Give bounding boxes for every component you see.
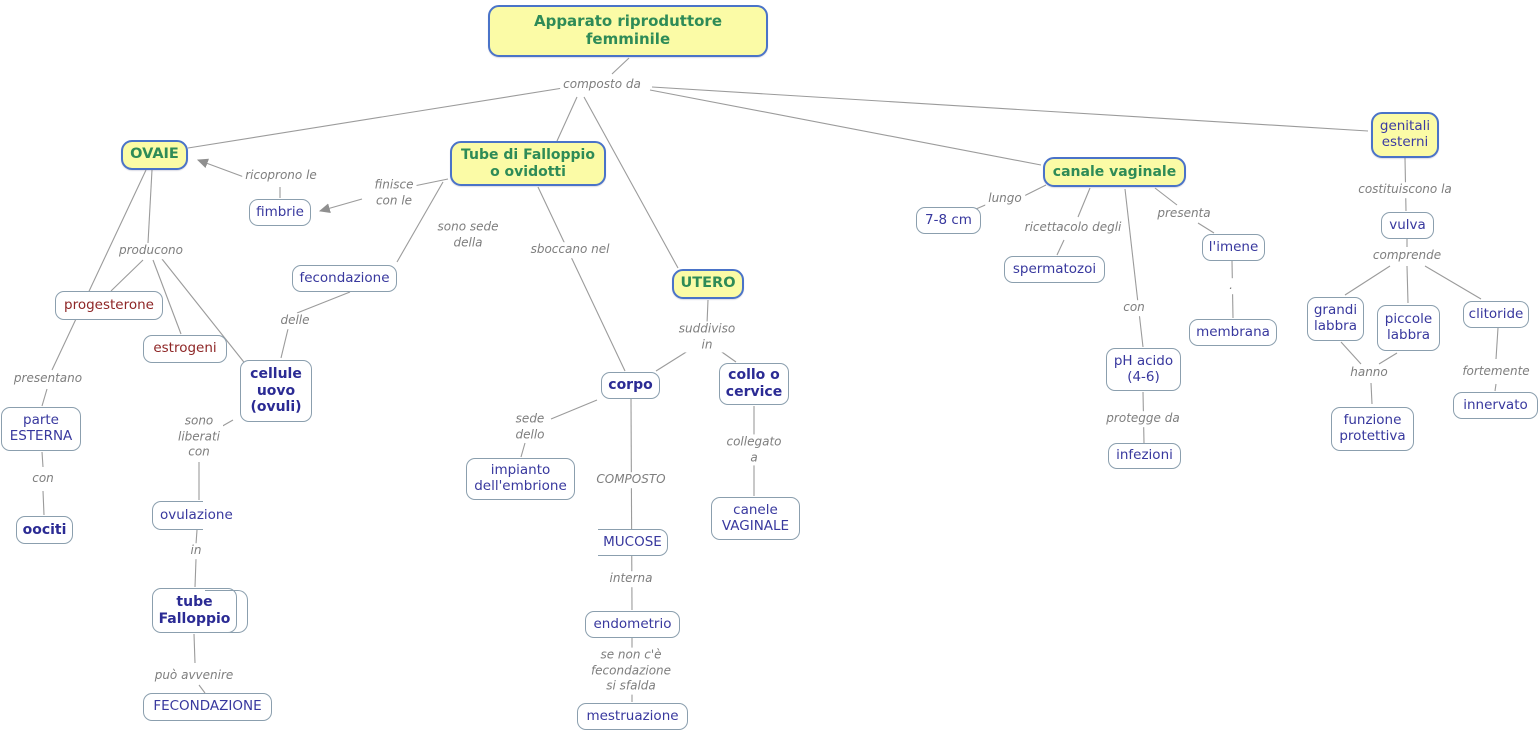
- connector-line: [1495, 384, 1496, 391]
- node-tube-falloppio[interactable]: tube Falloppio: [152, 588, 237, 633]
- node-impianto-embrione[interactable]: impianto dell'embrione: [466, 458, 575, 500]
- link-label-protegge-da[interactable]: protegge da: [1103, 411, 1182, 427]
- connector-line: [1057, 240, 1064, 255]
- node-ovaie[interactable]: OVAIE: [121, 140, 188, 170]
- connector-line: [1345, 266, 1390, 295]
- link-label-finisce-con-le[interactable]: finisce con le: [372, 177, 417, 208]
- link-label-interna[interactable]: interna: [607, 571, 656, 587]
- link-label-comprende[interactable]: comprende: [1370, 248, 1444, 264]
- connector-line: [612, 58, 629, 74]
- link-label-presentano[interactable]: presentano: [11, 371, 85, 387]
- link-label-con-oociti[interactable]: con: [29, 471, 57, 487]
- connector-line: [188, 88, 563, 148]
- connector-line: [320, 199, 362, 211]
- connector-line: [195, 559, 196, 587]
- connector-line: [650, 90, 1041, 165]
- node-piccole-labbra[interactable]: piccole labbra: [1377, 305, 1440, 351]
- link-label-lungo[interactable]: lungo: [985, 191, 1025, 207]
- connector-line: [199, 685, 205, 693]
- node-genitali-esterni[interactable]: genitali esterni: [1371, 112, 1439, 158]
- link-label-suddiviso-in[interactable]: suddiviso in: [676, 321, 738, 352]
- node-collo-o-cervice[interactable]: collo o cervice: [719, 363, 789, 405]
- connector-line: [111, 260, 143, 291]
- node-canele-vaginale[interactable]: canele VAGINALE: [711, 497, 800, 540]
- link-label-producono[interactable]: producono: [116, 243, 186, 259]
- node-imene[interactable]: l'imene: [1202, 234, 1265, 261]
- connector-line: [551, 400, 597, 419]
- connector-line: [1379, 353, 1397, 364]
- connector-line: [1425, 266, 1481, 299]
- node-fecondazione-finale[interactable]: FECONDAZIONE: [143, 693, 272, 721]
- connector-line: [538, 187, 625, 371]
- link-label-hanno[interactable]: hanno: [1347, 365, 1391, 381]
- node-funzione-protettiva[interactable]: funzione protettiva: [1331, 407, 1414, 451]
- link-label-composto-caps[interactable]: COMPOSTO: [593, 472, 668, 488]
- connector-line: [652, 87, 1368, 131]
- node-innervato[interactable]: innervato: [1453, 392, 1538, 419]
- node-endometrio[interactable]: endometrio: [585, 611, 680, 638]
- connector-line: [1496, 328, 1498, 359]
- connector-line: [148, 170, 152, 243]
- link-label-presenta[interactable]: presenta: [1154, 206, 1213, 222]
- connector-line: [42, 389, 47, 406]
- link-label-se-non-fecondazione[interactable]: se non c'è fecondazione si sfalda: [588, 648, 674, 695]
- node-parte-esterna[interactable]: parte ESTERNA: [1, 407, 81, 451]
- connector-line: [194, 634, 195, 663]
- link-label-collegato-a[interactable]: collegato a: [723, 434, 784, 465]
- link-label-con-ph[interactable]: con: [1120, 300, 1148, 316]
- link-label-in-tube[interactable]: in: [188, 543, 205, 559]
- connector-line: [1341, 342, 1361, 364]
- connector-line: [196, 530, 197, 544]
- link-label-delle[interactable]: delle: [277, 313, 312, 329]
- node-vulva[interactable]: vulva: [1381, 212, 1434, 239]
- node-canale-vaginale[interactable]: canale vaginale: [1043, 157, 1186, 187]
- link-label-sono-sede-della[interactable]: sono sede della: [435, 219, 502, 250]
- link-label-punto[interactable]: .: [1226, 278, 1236, 294]
- link-label-sede-dello[interactable]: sede dello: [512, 411, 547, 442]
- connector-line: [43, 491, 44, 515]
- link-label-sono-liberati-con[interactable]: sono liberati con: [175, 414, 223, 461]
- connector-line: [557, 97, 577, 141]
- node-mestruazione[interactable]: mestruazione: [577, 703, 688, 730]
- node-infezioni[interactable]: infezioni: [1108, 443, 1181, 469]
- node-grandi-labbra[interactable]: grandi labbra: [1307, 297, 1364, 341]
- box-overlap-artifact: [205, 590, 248, 633]
- node-fimbrie[interactable]: fimbrie: [249, 199, 311, 226]
- connector-line: [42, 452, 43, 467]
- node-estrogeni[interactable]: estrogeni: [143, 335, 227, 363]
- link-label-ricettacolo-degli[interactable]: ricettacolo degli: [1022, 220, 1125, 236]
- link-label-ricoprono-le[interactable]: ricoprono le: [242, 168, 320, 184]
- node-ovulazione[interactable]: ovulazione: [152, 501, 203, 530]
- connector-line: [707, 300, 708, 324]
- node-fecondazione[interactable]: fecondazione: [292, 265, 397, 292]
- node-tube-falloppio-ovidotti[interactable]: Tube di Falloppio o ovidotti: [450, 141, 606, 186]
- link-label-puo-avvenire[interactable]: può avvenire: [152, 668, 237, 684]
- link-label-sboccano-nel[interactable]: sboccano nel: [528, 242, 613, 258]
- link-label-fortemente[interactable]: fortemente: [1459, 364, 1532, 380]
- node-corpo[interactable]: corpo: [601, 372, 660, 399]
- node-clitoride[interactable]: clitoride: [1463, 301, 1529, 328]
- link-label-composto-da[interactable]: composto da: [560, 77, 644, 93]
- node-title[interactable]: Apparato riproduttore femminile: [488, 5, 768, 57]
- connector-line: [1371, 383, 1372, 404]
- connector-line: [1078, 188, 1090, 217]
- connector-line: [1125, 189, 1143, 347]
- connector-line: [281, 329, 288, 358]
- connector-line: [1155, 188, 1177, 205]
- connector-line: [521, 443, 525, 457]
- connector-line: [1407, 266, 1408, 303]
- link-label-costituiscono-la[interactable]: costituiscono la: [1355, 182, 1455, 198]
- connector-line: [1024, 185, 1046, 196]
- node-ph-acido[interactable]: pH acido (4-6): [1106, 348, 1181, 391]
- node-lunghezza[interactable]: 7-8 cm: [916, 207, 981, 234]
- node-utero[interactable]: UTERO: [672, 269, 744, 299]
- connector-line: [297, 292, 350, 313]
- node-progesterone[interactable]: progesterone: [55, 291, 163, 320]
- node-spermatozoi[interactable]: spermatozoi: [1004, 256, 1105, 283]
- connector-line: [1198, 223, 1214, 233]
- node-membrana[interactable]: membrana: [1189, 319, 1277, 346]
- node-mucose[interactable]: MUCOSE: [598, 529, 668, 556]
- node-cellule-uovo[interactable]: cellule uovo (ovuli): [240, 360, 312, 422]
- node-oociti[interactable]: oociti: [16, 516, 73, 544]
